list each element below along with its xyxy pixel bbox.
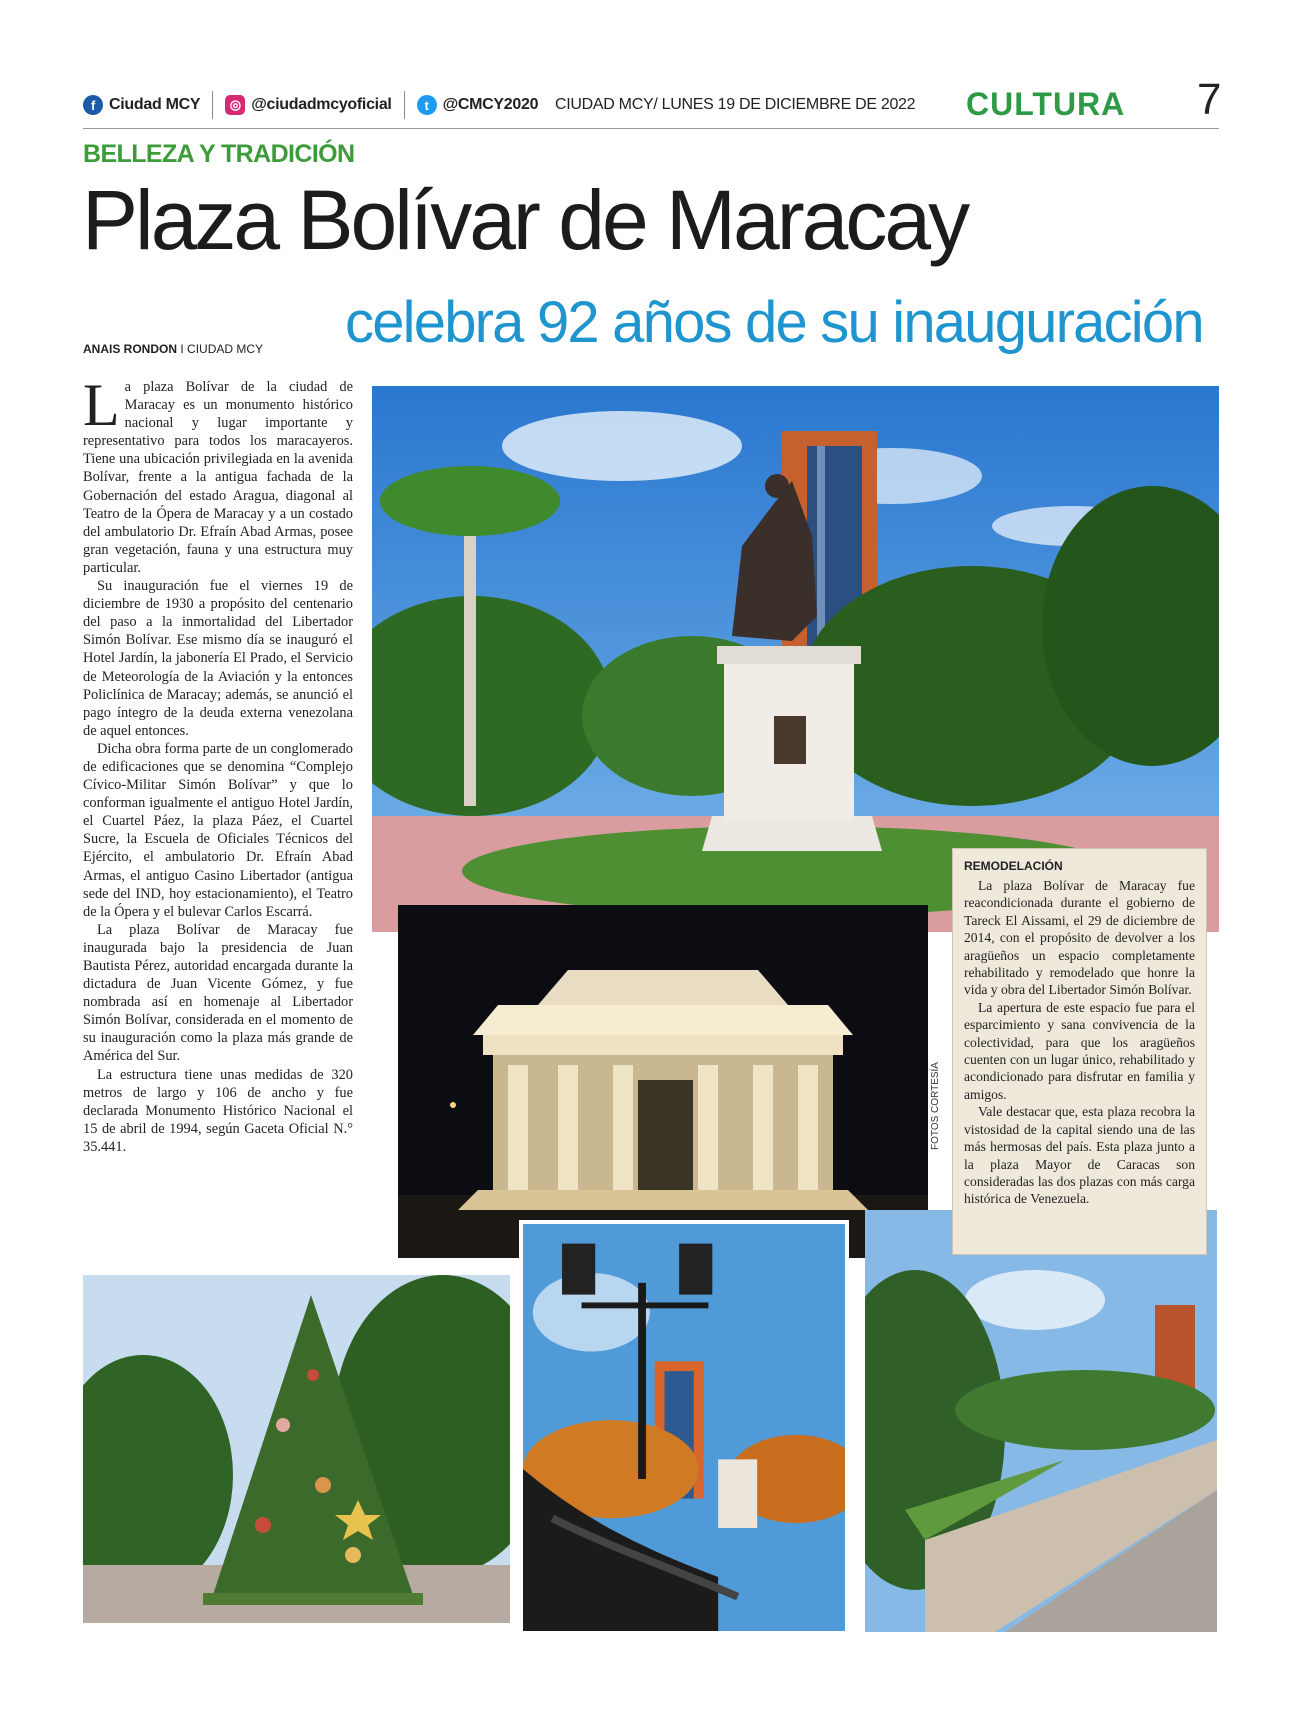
paragraph: La plaza Bolívar de Maracay fue inaugurada bajo la presidencia de Juan Bautista Pérez, autoridad encargada durante la dictadura de Juan Vicente Gómez, y fue nombrada así en homenaje al Libertador Simón Bolívar, considerada en el momento de su inauguración como la plaza más grande de América del Sur. bbox=[83, 921, 353, 1065]
header-rule bbox=[83, 128, 1219, 129]
paragraph: Su inauguración fue el viernes 19 de diciembre de 1930 a propósito del centenario del paso a la inmortalidad del Libertador Simón Bolívar. Ese mismo día se inauguró el Hotel Jardín, la jabonería El Prado, el Servicio de Meteorología de la Aviación y la entonces Policlínica de Maracay; además, se anunció el pago íntegro de la deuda externa venezolana de aquel entonces. bbox=[83, 578, 353, 739]
drop-cap: L bbox=[83, 372, 120, 438]
article-body bbox=[83, 372, 353, 1156]
paragraph: La plaza Bolívar de la ciudad de Maracay es un monumento histórico nacional y lugar importante y representativo para todos los maracayeros. Tiene una ubicación privilegiada en la avenida Bolívar, frente a la antigua fachada de la Gobernación del estado Aragua, diagonal al Teatro de la Ópera de Maracay y a un costado del ambulatorio Dr. Efraín Abad Armas, posee gran vegetación, fauna y una estructura muy particular. bbox=[83, 372, 353, 576]
kicker: BELLEZA Y TRADICIÓN bbox=[83, 140, 355, 168]
date-line: CIUDAD MCY/ LUNES 19 DE DICIEMBRE DE 2022 bbox=[555, 96, 916, 113]
twitter-icon: t bbox=[417, 95, 437, 115]
twitter-handle: @CMCY2020 bbox=[442, 96, 539, 113]
facebook-handle: Ciudad MCY bbox=[109, 96, 201, 113]
photo-christmas-tree bbox=[83, 1275, 510, 1623]
sidebar-remodelacion bbox=[952, 848, 1207, 1255]
instagram-icon: ◎ bbox=[225, 95, 245, 115]
sidebar-paragraph: Vale destacar que, esta plaza recobra la vistosidad de la capital siendo una de las más hermosas del país. Esta plaza junto a la plaza Mayor de Caracas son consideradas las dos plazas con más carga histórica de Venezuela. bbox=[964, 1104, 1195, 1207]
section-title: CULTURA bbox=[966, 86, 1126, 122]
byline: ANAIS RONDON I CIUDAD MCY bbox=[83, 342, 264, 356]
facebook-icon: f bbox=[83, 95, 103, 115]
subheadline: celebra 92 años de su inauguración bbox=[345, 290, 1203, 355]
instagram-link[interactable] bbox=[225, 95, 391, 115]
paragraph: La estructura tiene unas medidas de 320 metros de largo y 106 de ancho y fue declarada Monumento Histórico Nacional el 15 de abril de 1994, según Gaceta Oficial N.° 35.441. bbox=[83, 1066, 353, 1155]
photo-walkway bbox=[865, 1210, 1217, 1632]
byline-author: ANAIS RONDON bbox=[83, 342, 178, 356]
headline: Plaza Bolívar de Maracay bbox=[82, 173, 968, 267]
sidebar-paragraph: La apertura de este espacio fue para el esparcimiento y sana convivencia de la colectividad, para que los aragüeños cuenten con un lugar único, rehabilitado y acondicionado para disfrutar en familia y amigos. bbox=[964, 999, 1195, 1102]
page-number: 7 bbox=[1197, 75, 1222, 124]
paragraph: Dicha obra forma parte de un conglomerado de edificaciones que se denomina “Complejo Cívico-Militar Simón Bolívar” y que lo conforman igualmente el antiguo Hotel Jardín, el Cuartel Páez, la plaza Páez, el Cuartel Sucre, la Escuela de Oficiales Técnicos del Ejército, el ambulatorio Dr. Efraín Abad Armas, el antiguo Casino Libertador (antigua sede del IND, hoy estacionamiento), el Teatro de la Ópera y el bulevar Carlos Escarrá. bbox=[83, 740, 353, 920]
instagram-handle: @ciudadmcyoficial bbox=[251, 96, 392, 113]
sidebar-paragraph: La plaza Bolívar de Maracay fue reacondicionada durante el gobierno de Tareck El Aissami, el 29 de diciembre de 2014, con el propósito de devolver a los aragüeños un espacio completamente rehabilitado y remodelado que honre la vida y obra del Libertador Simón Bolívar. bbox=[964, 878, 1195, 998]
divider bbox=[212, 91, 213, 119]
byline-outlet: CIUDAD MCY bbox=[187, 342, 264, 356]
photo-credit: FOTOS CORTESÍA bbox=[930, 1062, 941, 1150]
divider bbox=[404, 91, 405, 119]
facebook-link[interactable] bbox=[83, 95, 200, 115]
photo-night-temple bbox=[398, 905, 928, 1258]
sidebar-title: REMODELACIÓN bbox=[964, 859, 1063, 873]
photo-lamp-bench bbox=[519, 1220, 849, 1635]
twitter-link[interactable] bbox=[417, 95, 539, 115]
